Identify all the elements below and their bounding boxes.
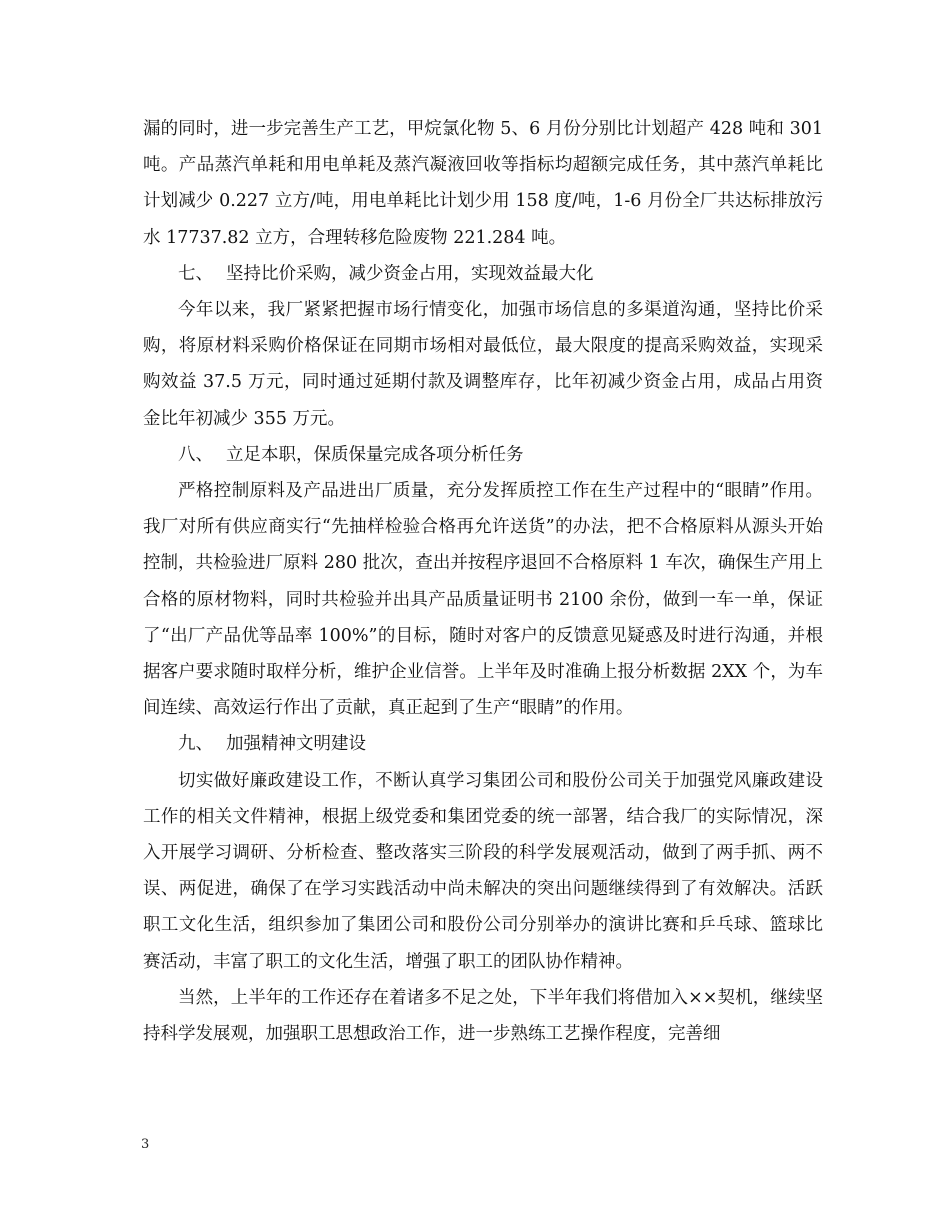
paragraph-production-continued: 漏的同时，进一步完善生产工艺，甲烷氯化物 5、6 月份分别比计划超产 428 吨和 301 吨。产品蒸汽单耗和用电单耗及蒸汽凝液回收等指标均超额完成任务，其中蒸汽单耗比计划减少 0.227 立方/吨，用电单耗比计划少用 158 度/吨，1-6 月份全厂共达标排放污水 17737.82 立方，合理转移危险废物 221.284 吨。 (143, 119, 823, 248)
page-number: 3 (141, 1137, 150, 1152)
section-title: 加强精神文明建设 (226, 734, 366, 755)
section-number: 九、 (178, 734, 213, 755)
paragraph-procurement: 今年以来，我厂紧紧把握市场行情变化，加强市场信息的多渠道沟通，坚持比价采购，将原材料采购价格保证在同期市场相对最低位，最大限度的提高采购效益，实现采购效益 37.5 万元，同时通过延期付款及调整库存，比年初减少资金占用，成品占用资金比年初减少 355 万元。 (143, 300, 823, 429)
section-title: 坚持比价采购，减少资金占用，实现效益最大化 (226, 263, 594, 284)
paragraph-civilization: 切实做好廉政建设工作，不断认真学习集团公司和股份公司关于加强党风廉政建设工作的相关文件精神，根据上级党委和集团党委的统一部署，结合我厂的实际情况，深入开展学习调研、分析检查、整改落实三阶段的科学发展观活动，做到了两手抓、两不误、两促进，确保了在学习实践活动中尚未解决的突出问题继续得到了有效解决。活跃职工文化生活，组织参加了集团公司和股份公司分别举办的演讲比赛和乒乓球、篮球比赛活动，丰富了职工的文化生活，增强了职工的团队协作精神。 (143, 770, 823, 972)
paragraph-quality-control: 严格控制原料及产品进出厂质量，充分发挥质控工作在生产过程中的“眼睛”作用。我厂对所有供应商实行“先抽样检验合格再允许送货”的办法，把不合格原料从源头开始控制，共检验进厂原料 280 批次，查出并按程序退回不合格原料 1 车次，确保生产用上合格的原材物料，同时共检验并出具产品质量证明书 2100 余份，做到一车一单，保证了“出厂产品优等品率 100%”的目标，随时对客户的反馈意见疑惑及时进行沟通，并根据客户要求随时取样分析，维护企业信誉。上半年及时准确上报分析数据 2XX 个，为车间连续、高效运行作出了贡献，真正起到了生产“眼睛”的作用。 (143, 481, 823, 719)
document-body (143, 111, 823, 1052)
section-heading-9 (143, 726, 823, 762)
section-number: 八、 (178, 444, 213, 465)
section-heading-7 (143, 256, 823, 292)
paragraph-shortcomings: 当然，上半年的工作还存在着诸多不足之处，下半年我们将借加入××契机，继续坚持科学发展观，加强职工思想政治工作，进一步熟练工艺操作程度，完善细 (143, 987, 823, 1045)
section-title: 立足本职，保质保量完成各项分析任务 (226, 444, 524, 465)
section-heading-8 (143, 437, 823, 473)
section-number: 七、 (178, 263, 213, 284)
